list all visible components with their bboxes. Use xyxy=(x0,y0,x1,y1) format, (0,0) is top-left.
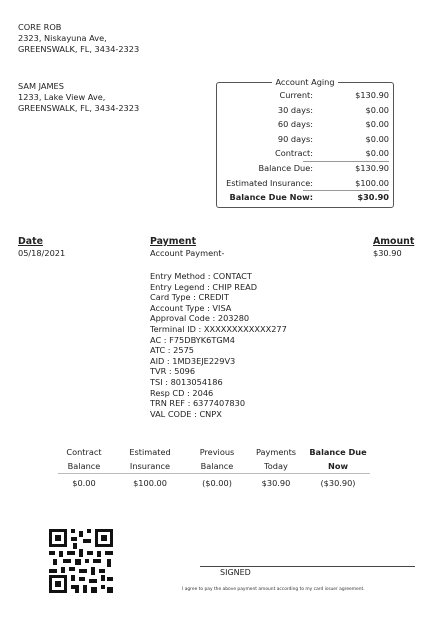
detail-line: Terminal ID : XXXXXXXXXXXX277 xyxy=(150,323,287,334)
detail-line: AID : 1MD3EJE229V3 xyxy=(150,355,236,366)
summary-divider xyxy=(58,473,370,474)
summary-contract-balance: Contract Balance $0.00 xyxy=(66,447,102,488)
summary-balance-due-now: Balance Due Now ($30.90) xyxy=(309,447,367,488)
detail-line: AC : F75DBYK6TGM4 xyxy=(150,334,235,345)
qr-code-icon xyxy=(49,529,113,593)
merchant-street: 2323, Niskayuna Ave, xyxy=(18,33,107,43)
customer-street: 1233, Lake View Ave, xyxy=(18,92,106,102)
detail-line: Account Type : VISA xyxy=(150,302,232,313)
merchant-city: GREENSWALK, FL, 3434-2323 xyxy=(18,44,140,54)
summary-estimated-insurance: Estimated Insurance $100.00 xyxy=(129,447,171,488)
detail-line: ATC : 2575 xyxy=(150,345,195,356)
summary-payments-today: Payments Today $30.90 xyxy=(255,447,297,488)
merchant-name: CORE ROB xyxy=(18,22,62,32)
signed-label: SIGNED xyxy=(220,568,251,577)
aging-row-estimated-insurance: Estimated Insurance: $100.00 xyxy=(226,178,389,188)
customer-address xyxy=(18,81,139,114)
detail-line: Card Type : CREDIT xyxy=(150,292,229,303)
payment-header: Payment xyxy=(150,236,197,247)
aging-row-balance-due: Balance Due: $130.90 xyxy=(258,163,389,173)
amount-header: Amount xyxy=(373,236,415,247)
payment-date: 05/18/2021 xyxy=(18,248,66,258)
aging-row-current: Current: $130.90 xyxy=(279,90,389,100)
summary-previous-balance: Previous Balance ($0.00) xyxy=(199,447,235,488)
detail-line: TVR : 5096 xyxy=(150,366,196,377)
transaction-details xyxy=(150,271,287,419)
detail-line: Resp CD : 2046 xyxy=(150,387,214,398)
signature-line xyxy=(200,566,415,567)
aging-row-30-days: 30 days: $0.00 xyxy=(277,105,389,115)
detail-line: Entry Legend : CHIP READ xyxy=(150,281,258,292)
aging-row-balance-due-now: Balance Due Now: $30.90 xyxy=(229,192,389,202)
detail-line: TRN REF : 6377407830 xyxy=(150,398,246,409)
detail-line: TSI : 8013054186 xyxy=(150,376,223,387)
aging-row-60-days: 60 days: $0.00 xyxy=(277,119,389,129)
summary-table xyxy=(54,445,370,491)
payment-amount: $30.90 xyxy=(373,248,402,258)
customer-city: GREENSWALK, FL, 3434-2323 xyxy=(18,103,140,113)
agreement-text: I agree to pay the above payment amount according to my card issuer agreement. xyxy=(182,587,365,592)
detail-line: VAL CODE : CNPX xyxy=(150,408,222,419)
merchant-address xyxy=(18,22,139,55)
account-aging-title: Account Aging xyxy=(272,77,337,87)
account-aging-box xyxy=(216,77,394,208)
aging-row-contract: Contract: $0.00 xyxy=(275,148,389,158)
customer-name: SAM JAMES xyxy=(18,81,64,91)
detail-line: Approval Code : 203280 xyxy=(150,313,250,324)
date-header: Date xyxy=(18,236,43,247)
aging-row-90-days: 90 days: $0.00 xyxy=(277,134,389,144)
payment-description: Account Payment- xyxy=(150,248,225,258)
detail-line: Entry Method : CONTACT xyxy=(150,271,252,281)
